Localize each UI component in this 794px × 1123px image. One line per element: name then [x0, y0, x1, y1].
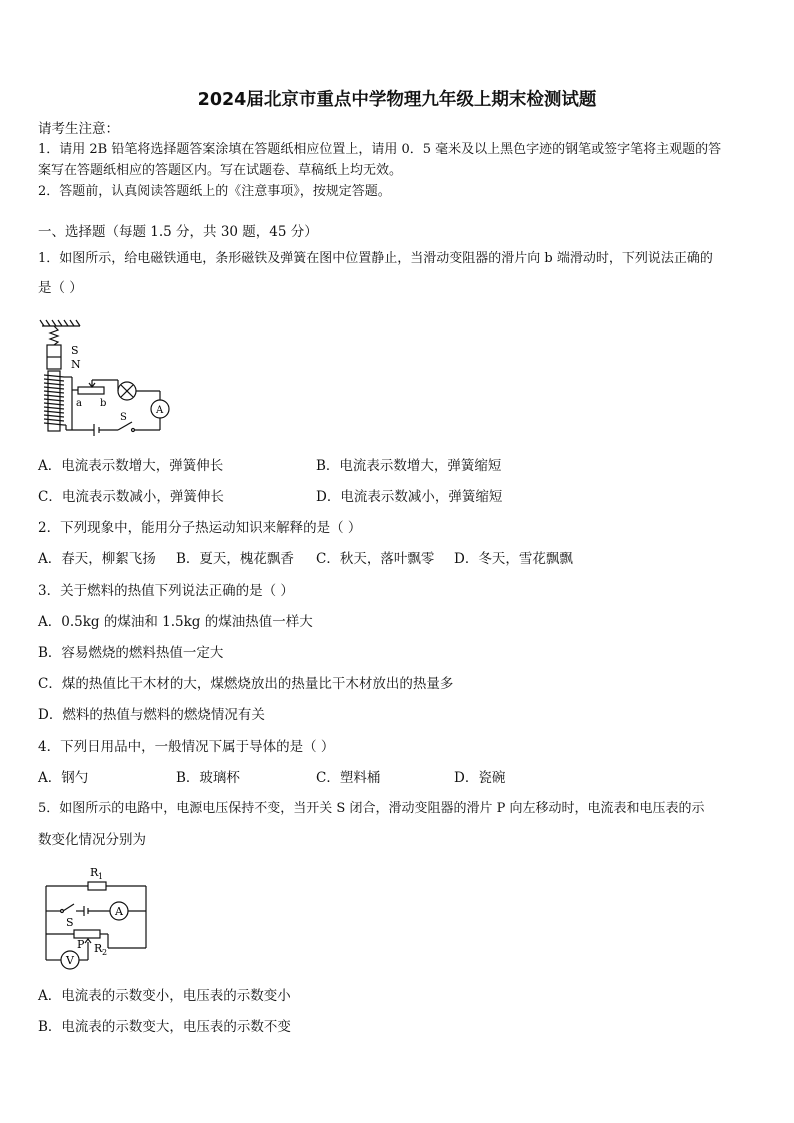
q4-option-b: B．玻璃杯 — [176, 770, 240, 786]
notice-heading: 请考生注意： — [38, 121, 119, 137]
q1-circuit-figure — [38, 318, 178, 438]
q1-stem-line-1: 1．如图所示，给电磁铁通电，条形磁铁及弹簧在图中位置静止，当滑动变阻器的滑片向 b 端滑动时，下列说法正确的 — [38, 251, 713, 266]
q4-stem: 4．下列日用品中，一般情况下属于导体的是（ ） — [38, 739, 335, 755]
notice-line-3: 2．答题前，认真阅读答题纸上的《注意事项》，按规定答题。 — [38, 184, 391, 199]
fig1-label-b: b — [100, 398, 107, 409]
fig1-label-n: N — [71, 358, 81, 371]
q4-option-a: A．钢勺 — [38, 770, 89, 786]
q1-option-a: A．电流表示数增大，弹簧伸长 — [38, 458, 224, 474]
fig5-label-switch: S — [66, 916, 74, 929]
q4-option-c: C．塑料桶 — [316, 770, 381, 786]
q5-circuit-figure — [38, 864, 158, 976]
fig1-label-s: S — [71, 344, 79, 357]
q1-stem-line-2: 是（ ） — [38, 280, 83, 296]
q1-option-d: D．电流表示数减小，弹簧缩短 — [316, 489, 503, 505]
fig1-ammeter-label: A — [156, 405, 164, 416]
fig5-label-p: P — [77, 938, 85, 951]
q5-option-a: A．电流表的示数变小，电压表的示数变小 — [38, 988, 291, 1004]
q2-option-d: D．冬天，雪花飘飘 — [454, 551, 573, 567]
fig5-label-r2: R — [94, 942, 103, 955]
q1-option-b: B．电流表示数增大，弹簧缩短 — [316, 458, 502, 474]
fig5-label-r1-sub: 1 — [98, 872, 104, 881]
q3-option-d: D．燃料的热值与燃料的燃烧情况有关 — [38, 707, 265, 723]
q2-option-c: C．秋天，落叶飘零 — [316, 551, 435, 567]
fig5-label-r2-sub: 2 — [102, 948, 108, 957]
fig5-label-r1: R — [90, 866, 99, 879]
q5-option-b: B．电流表的示数变大，电压表的示数不变 — [38, 1019, 291, 1035]
notice-line-2: 案写在答题纸相应的答题区内。写在试题卷、草稿纸上均无效。 — [38, 163, 403, 178]
q4-option-d: D．瓷碗 — [454, 770, 506, 786]
q5-stem-line-2: 数变化情况分别为 — [38, 832, 146, 848]
q3-option-a: A．0.5kg 的煤油和 1.5kg 的煤油热值一样大 — [38, 614, 313, 630]
fig5-voltmeter-label: V — [66, 954, 74, 967]
q2-option-b: B．夏天，槐花飘香 — [176, 551, 294, 567]
notice-line-1: 1．请用 2B 铅笔将选择题答案涂填在答题纸相应位置上，请用 0．5 毫米及以上黑色字迹的钢笔或签字笔将主观题的答 — [38, 142, 722, 157]
q5-stem-line-1: 5．如图所示的电路中，电源电压保持不变，当开关 S 闭合，滑动变阻器的滑片 P 向左移动时，电流表和电压表的示 — [38, 801, 705, 816]
q3-stem: 3．关于燃料的热值下列说法正确的是（ ） — [38, 583, 294, 599]
page-title: 2024届北京市重点中学物理九年级上期末检测试题 — [197, 90, 597, 110]
q3-option-c: C．煤的热值比干木材的大，煤燃烧放出的热量比干木材放出的热量多 — [38, 676, 454, 692]
q1-option-c: C．电流表示数减小，弹簧伸长 — [38, 489, 224, 505]
fig1-label-a: a — [76, 398, 82, 409]
section-heading: 一、选择题（每题 1.5 分，共 30 题，45 分） — [38, 224, 318, 240]
q2-stem: 2．下列现象中，能用分子热运动知识来解释的是（ ） — [38, 520, 362, 536]
q3-option-b: B．容易燃烧的燃料热值一定大 — [38, 645, 224, 661]
q2-option-a: A．春天，柳絮飞扬 — [38, 551, 156, 567]
fig5-ammeter-label: A — [115, 905, 123, 918]
fig1-label-switch: S — [120, 412, 127, 423]
